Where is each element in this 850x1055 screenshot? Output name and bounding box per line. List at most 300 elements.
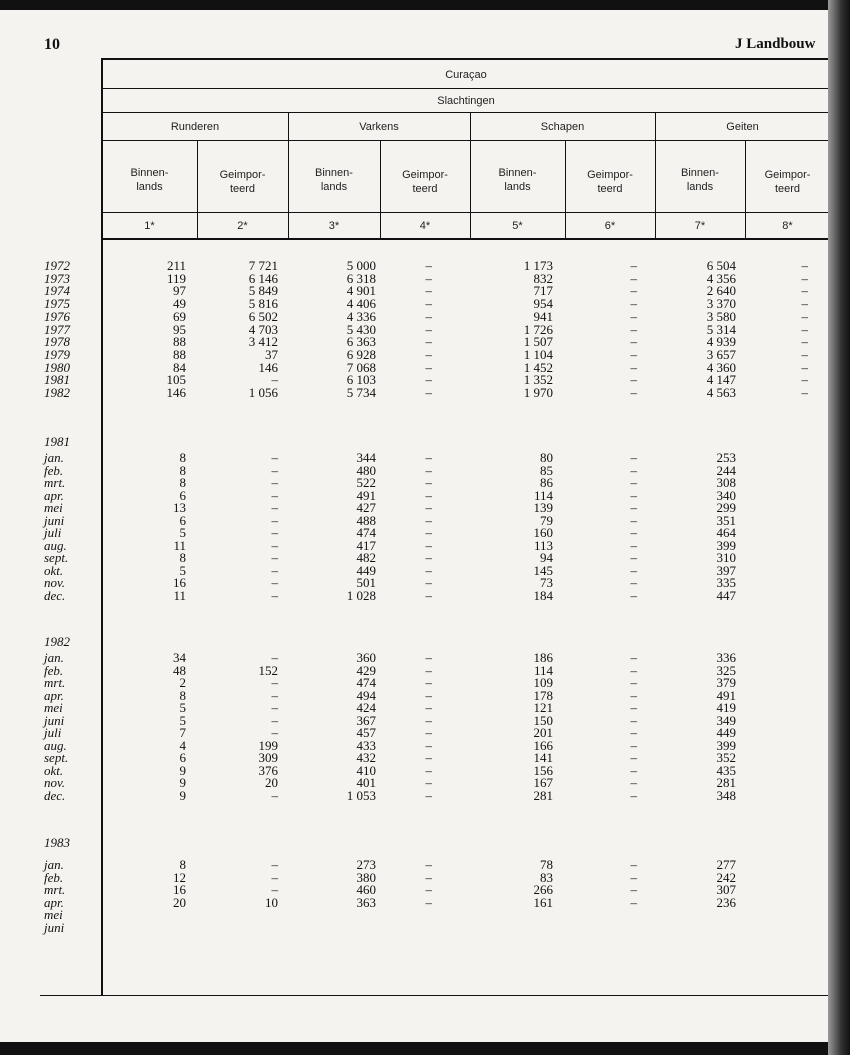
table-cell: –	[801, 321, 808, 337]
table-cell: –	[630, 321, 637, 337]
table-cell: 5	[179, 525, 186, 540]
column-code: 8*	[782, 220, 793, 232]
rule	[102, 212, 830, 213]
table-cell: 13	[173, 500, 186, 515]
table-cell: –	[271, 512, 278, 528]
table-cell: –	[801, 296, 808, 312]
table-cell: –	[271, 650, 278, 665]
column-heading	[565, 168, 655, 196]
subject-heading: Slachtingen	[437, 95, 495, 107]
column-heading-line: lands	[136, 181, 163, 193]
table-cell: –	[271, 462, 278, 478]
table-cell: 5 734	[346, 385, 376, 400]
table-cell: 94	[540, 550, 553, 565]
column-code: 2*	[237, 220, 248, 232]
row-label: jan.	[44, 857, 64, 872]
table-cell: –	[630, 700, 637, 715]
table-cell: –	[425, 882, 432, 897]
row-label: 1975	[44, 296, 70, 312]
table-cell: 2	[179, 675, 186, 690]
table-cell: 146	[258, 359, 278, 375]
row-label: 1980	[44, 359, 70, 375]
table-cell: –	[630, 587, 637, 603]
table-cell: 119	[166, 270, 186, 286]
row-label: mei	[44, 700, 63, 715]
table-cell: –	[630, 562, 637, 578]
table-cell: –	[425, 487, 432, 503]
table-cell: 464	[716, 525, 736, 540]
table-cell: –	[425, 775, 432, 790]
column-code: 4*	[419, 220, 431, 232]
table-cell: 20	[265, 775, 278, 790]
table-cell: –	[801, 359, 808, 375]
table-cell: 10	[265, 894, 278, 910]
table-cell: 474	[356, 675, 376, 690]
row-label: 1979	[44, 346, 70, 362]
table-cell: 941	[533, 308, 553, 324]
table-cell: –	[425, 334, 432, 350]
table-cell: 1 726	[523, 321, 553, 337]
table-cell: 8	[179, 857, 186, 872]
table-cell: 146	[166, 385, 186, 400]
table-cell: 3 370	[706, 296, 736, 312]
table-cell: 3 412	[248, 334, 278, 350]
table-cell: 376	[258, 762, 278, 778]
table-cell: 78	[540, 857, 553, 872]
table-cell: 9	[179, 787, 186, 803]
table-cell: 114	[533, 662, 553, 678]
table-cell: –	[425, 700, 432, 715]
row-label: 1974	[44, 283, 70, 299]
table-cell: 152	[258, 662, 278, 678]
table-cell: 4 939	[706, 334, 736, 350]
column-heading	[288, 166, 380, 194]
table-cell: 281	[533, 787, 553, 803]
table-cell: –	[630, 882, 637, 897]
table-cell: 139	[533, 500, 553, 515]
table-cell: 48	[173, 662, 186, 678]
column-code: 6*	[604, 220, 616, 232]
table-cell: 419	[716, 700, 736, 715]
column-heading-line: teerd	[229, 183, 256, 195]
table-cell: –	[425, 500, 432, 515]
table-cell: 488	[356, 512, 376, 528]
table-cell: 309	[258, 750, 278, 765]
table-cell: –	[425, 712, 432, 728]
table-cell: –	[630, 687, 637, 703]
table-cell: 344	[356, 450, 376, 465]
table-cell: –	[271, 450, 278, 465]
table-cell: 954	[533, 296, 553, 312]
table-cell: 307	[716, 882, 736, 897]
table-cell: 6 502	[248, 308, 278, 324]
column-heading-line: lands	[504, 181, 531, 193]
column-code: 5*	[512, 220, 523, 232]
row-label: apr.	[44, 687, 64, 703]
table-cell: 5 000	[346, 258, 376, 273]
table-cell: –	[425, 687, 432, 703]
table-cell: –	[425, 359, 432, 375]
table-cell: –	[425, 346, 432, 362]
table-cell: 336	[716, 650, 736, 665]
table-cell: 16	[173, 575, 186, 590]
row-label: aug.	[44, 537, 67, 553]
table-cell: 4 563	[706, 385, 736, 400]
table-cell: 494	[356, 687, 376, 703]
table-cell: 5 314	[706, 321, 736, 337]
table-cell: 7	[179, 725, 186, 740]
table-cell: –	[425, 283, 432, 299]
table-cell: 5	[179, 562, 186, 578]
table-cell: 156	[533, 762, 553, 778]
table-cell: 447	[716, 587, 736, 603]
table-cell: 9	[179, 762, 186, 778]
table-cell: –	[630, 346, 637, 362]
table-cell: 7 721	[248, 258, 278, 273]
row-label: feb.	[44, 869, 64, 885]
table-cell: –	[425, 762, 432, 778]
table-cell: 349	[716, 712, 736, 728]
table-cell: 832	[533, 270, 553, 286]
table-cell: 184	[533, 587, 553, 603]
table-cell: 380	[356, 869, 376, 885]
table-cell: 121	[533, 700, 553, 715]
table-cell: 427	[356, 500, 376, 515]
table-bottom-rule	[40, 995, 830, 996]
table-cell: –	[801, 308, 808, 324]
table-cell: 367	[356, 712, 376, 728]
table-cell: 379	[716, 675, 736, 690]
table-cell: 105	[166, 372, 186, 388]
table-cell: 236	[716, 894, 736, 910]
table-cell: 6 318	[346, 270, 376, 286]
table-cell: 348	[716, 787, 736, 803]
column-heading	[380, 168, 470, 196]
table-cell: 73	[540, 575, 553, 590]
region-heading: Curaçao	[445, 69, 487, 81]
table-cell: 4 336	[346, 308, 376, 324]
row-label: mrt.	[44, 475, 66, 490]
table-cell: 79	[540, 512, 553, 528]
row-label: mrt.	[44, 882, 66, 897]
table-cell: 4 360	[706, 359, 736, 375]
column-code: 7*	[694, 220, 706, 232]
column-heading-line: lands	[686, 181, 714, 193]
table-cell: 12	[173, 869, 186, 885]
table-cell: –	[425, 650, 432, 665]
column-heading-line: Binnen-	[681, 167, 719, 179]
table-cell: 8	[179, 687, 186, 703]
table-cell: 253	[716, 450, 736, 465]
table-cell: 186	[533, 650, 553, 665]
stub-divider	[101, 58, 103, 996]
table-cell: 160	[533, 525, 553, 540]
table-cell: –	[271, 675, 278, 690]
table-cell: –	[425, 296, 432, 312]
table-cell: –	[271, 562, 278, 578]
table-cell: 9	[179, 775, 186, 790]
table-cell: –	[630, 787, 637, 803]
table-cell: 166	[533, 737, 553, 753]
table-cell: 80	[540, 450, 553, 465]
table-cell: 399	[716, 737, 736, 753]
row-label: nov.	[44, 575, 66, 590]
table-cell: –	[630, 462, 637, 478]
table-cell: 457	[356, 725, 376, 740]
page-edge-shadow	[828, 0, 850, 1055]
table-cell: 161	[533, 894, 553, 910]
table-cell: –	[271, 550, 278, 565]
row-label: okt.	[44, 562, 64, 578]
table-cell: –	[425, 321, 432, 337]
row-label: 1973	[44, 270, 70, 286]
column-heading-line: Geimpor-	[587, 169, 633, 181]
table-cell: –	[630, 737, 637, 753]
row-label: 1976	[44, 308, 70, 324]
table-cell: –	[425, 462, 432, 478]
table-cell: 88	[173, 346, 186, 362]
table-cell: –	[425, 787, 432, 803]
table-cell: 1 028	[346, 587, 376, 603]
table-cell: 491	[716, 687, 736, 703]
table-cell: –	[801, 258, 808, 273]
table-cell: 5	[179, 712, 186, 728]
column-heading-line: lands	[320, 181, 348, 193]
table-cell: 85	[540, 462, 553, 478]
table-cell: 113	[533, 537, 553, 553]
document-page	[0, 10, 830, 1042]
table-cell: 145	[533, 562, 553, 578]
column-heading	[745, 168, 830, 196]
table-cell: –	[271, 587, 278, 603]
table-cell: 178	[533, 687, 553, 703]
table-cell: 3 657	[706, 346, 736, 362]
rule	[102, 140, 830, 141]
table-cell: –	[630, 869, 637, 885]
row-label: feb.	[44, 462, 64, 478]
table-cell: 20	[173, 894, 186, 910]
table-cell: 277	[716, 857, 736, 872]
column-heading	[102, 166, 197, 194]
table-cell: –	[425, 894, 432, 910]
table-cell: 363	[356, 894, 376, 910]
table-cell: –	[801, 385, 808, 400]
table-cell: –	[425, 550, 432, 565]
table-cell: –	[801, 270, 808, 286]
row-label: jan.	[44, 450, 64, 465]
table-cell: –	[630, 359, 637, 375]
table-cell: 460	[356, 882, 376, 897]
table-cell: 397	[716, 562, 736, 578]
table-cell: 1 056	[248, 385, 278, 400]
table-cell: –	[425, 308, 432, 324]
table-cell: –	[271, 537, 278, 553]
table-cell: 4 703	[248, 321, 278, 337]
table-cell: –	[425, 725, 432, 740]
table-cell: –	[630, 334, 637, 350]
column-heading-line: Binnen-	[315, 167, 353, 179]
table-cell: 6 103	[346, 372, 376, 388]
column-heading-line: Geimpor-	[402, 169, 448, 181]
table-cell: 351	[716, 512, 736, 528]
table-cell: 11	[173, 587, 186, 603]
table-cell: –	[271, 475, 278, 490]
table-cell: –	[271, 487, 278, 503]
table-cell: 6	[179, 487, 186, 503]
table-cell: –	[630, 475, 637, 490]
table-cell: 97	[173, 283, 186, 299]
table-cell: 410	[356, 762, 376, 778]
row-label: juni	[44, 512, 65, 528]
table-cell: –	[630, 675, 637, 690]
table-cell: 717	[533, 283, 553, 299]
table-cell: 417	[356, 537, 376, 553]
row-label: 1972	[44, 258, 70, 273]
table-cell: 242	[716, 869, 736, 885]
column-heading-line: Binnen-	[130, 167, 169, 179]
table-cell: –	[271, 869, 278, 885]
row-label: sept.	[44, 550, 69, 565]
column-heading	[470, 166, 565, 194]
table-cell: –	[271, 787, 278, 803]
table-cell: –	[271, 372, 278, 388]
table-cell: 482	[356, 550, 376, 565]
section-label: 1983	[44, 835, 70, 850]
table-cell: 433	[356, 737, 376, 753]
table-cell: 8	[179, 462, 186, 478]
table-cell: 5	[179, 700, 186, 715]
table-cell: –	[425, 587, 432, 603]
table-cell: –	[425, 537, 432, 553]
table-cell: 83	[540, 869, 553, 885]
table-cell: 335	[716, 575, 736, 590]
table-cell: 201	[533, 725, 553, 740]
column-heading	[197, 168, 288, 196]
table-cell: –	[425, 385, 432, 400]
table-cell: 37	[265, 346, 278, 362]
row-label: mrt.	[44, 675, 66, 690]
table-cell: 281	[716, 775, 736, 790]
table-cell: –	[425, 662, 432, 678]
table-cell: 480	[356, 462, 376, 478]
group-heading: Runderen	[170, 121, 220, 133]
table-cell: –	[271, 575, 278, 590]
table-cell: 150	[533, 712, 553, 728]
row-label: apr.	[44, 894, 64, 910]
table-cell: 360	[356, 650, 376, 665]
table-cell: –	[630, 487, 637, 503]
table-cell: –	[630, 857, 637, 872]
table-cell: 501	[356, 575, 376, 590]
row-label: juli	[44, 725, 62, 740]
table-cell: 141	[533, 750, 553, 765]
table-cell: 6	[179, 750, 186, 765]
table-top-rule	[102, 58, 830, 60]
table-cell: 1 173	[523, 258, 553, 273]
table-cell: –	[271, 712, 278, 728]
table-cell: –	[630, 450, 637, 465]
table-cell: –	[801, 334, 808, 350]
table-cell: 114	[533, 487, 553, 503]
row-label: juni	[44, 919, 65, 935]
table-cell: –	[630, 894, 637, 910]
row-label: aug.	[44, 737, 67, 753]
table-cell: –	[630, 258, 637, 273]
table-cell: 401	[356, 775, 376, 790]
table-cell: 5 816	[248, 296, 278, 312]
row-label: jan.	[44, 650, 64, 665]
column-code: 3*	[328, 220, 340, 232]
table-cell: 244	[716, 462, 736, 478]
table-cell: 449	[716, 725, 736, 740]
column-heading-line: teerd	[774, 183, 801, 195]
table-cell: 5 849	[248, 283, 278, 299]
table-cell: 49	[173, 296, 186, 312]
table-cell: 1 352	[523, 372, 553, 388]
row-label: dec.	[44, 787, 66, 803]
table-cell: 6 363	[346, 334, 376, 350]
table-cell: 109	[533, 675, 553, 690]
table-cell: –	[425, 525, 432, 540]
table-cell: 3 580	[706, 308, 736, 324]
row-label: mei	[44, 907, 63, 922]
table-cell: –	[630, 750, 637, 765]
table-cell: –	[425, 372, 432, 388]
row-label: nov.	[44, 775, 66, 790]
group-heading: Geiten	[726, 121, 759, 133]
table-cell: 4 147	[706, 372, 736, 388]
table-cell: –	[425, 270, 432, 286]
table-cell: 199	[258, 737, 278, 753]
rule	[102, 238, 830, 240]
table-cell: 86	[540, 475, 553, 490]
table-cell: –	[801, 346, 808, 362]
table-cell: 299	[716, 500, 736, 515]
table-cell: –	[271, 525, 278, 540]
table-cell: 6 928	[346, 346, 376, 362]
table-cell: –	[630, 283, 637, 299]
table-cell: –	[425, 562, 432, 578]
table-cell: –	[630, 537, 637, 553]
table-cell: 167	[533, 775, 553, 790]
table-cell: 424	[356, 700, 376, 715]
table-cell: 6 504	[706, 258, 736, 273]
column-code: 1*	[144, 220, 155, 232]
column-heading-line: Binnen-	[498, 167, 537, 179]
table-cell: 4	[179, 737, 186, 753]
table-cell: 8	[179, 475, 186, 490]
table-cell: –	[425, 450, 432, 465]
table-cell: 84	[173, 359, 186, 375]
section-label: 1981	[44, 434, 70, 449]
table-cell: 1 452	[523, 359, 553, 375]
table-cell: 325	[716, 662, 736, 678]
table-cell: –	[630, 525, 637, 540]
running-head: J Landbouw	[735, 36, 816, 52]
rule	[102, 88, 830, 89]
table-cell: –	[630, 512, 637, 528]
table-cell: 1 053	[346, 787, 376, 803]
table-cell: –	[630, 296, 637, 312]
table-cell: 449	[356, 562, 376, 578]
table-cell: 1 970	[523, 385, 553, 400]
table-cell: 5 430	[346, 321, 376, 337]
row-label: sept.	[44, 750, 69, 765]
table-cell: –	[630, 775, 637, 790]
table-cell: –	[271, 500, 278, 515]
row-label: dec.	[44, 587, 66, 603]
table-cell: 6 146	[248, 270, 278, 286]
